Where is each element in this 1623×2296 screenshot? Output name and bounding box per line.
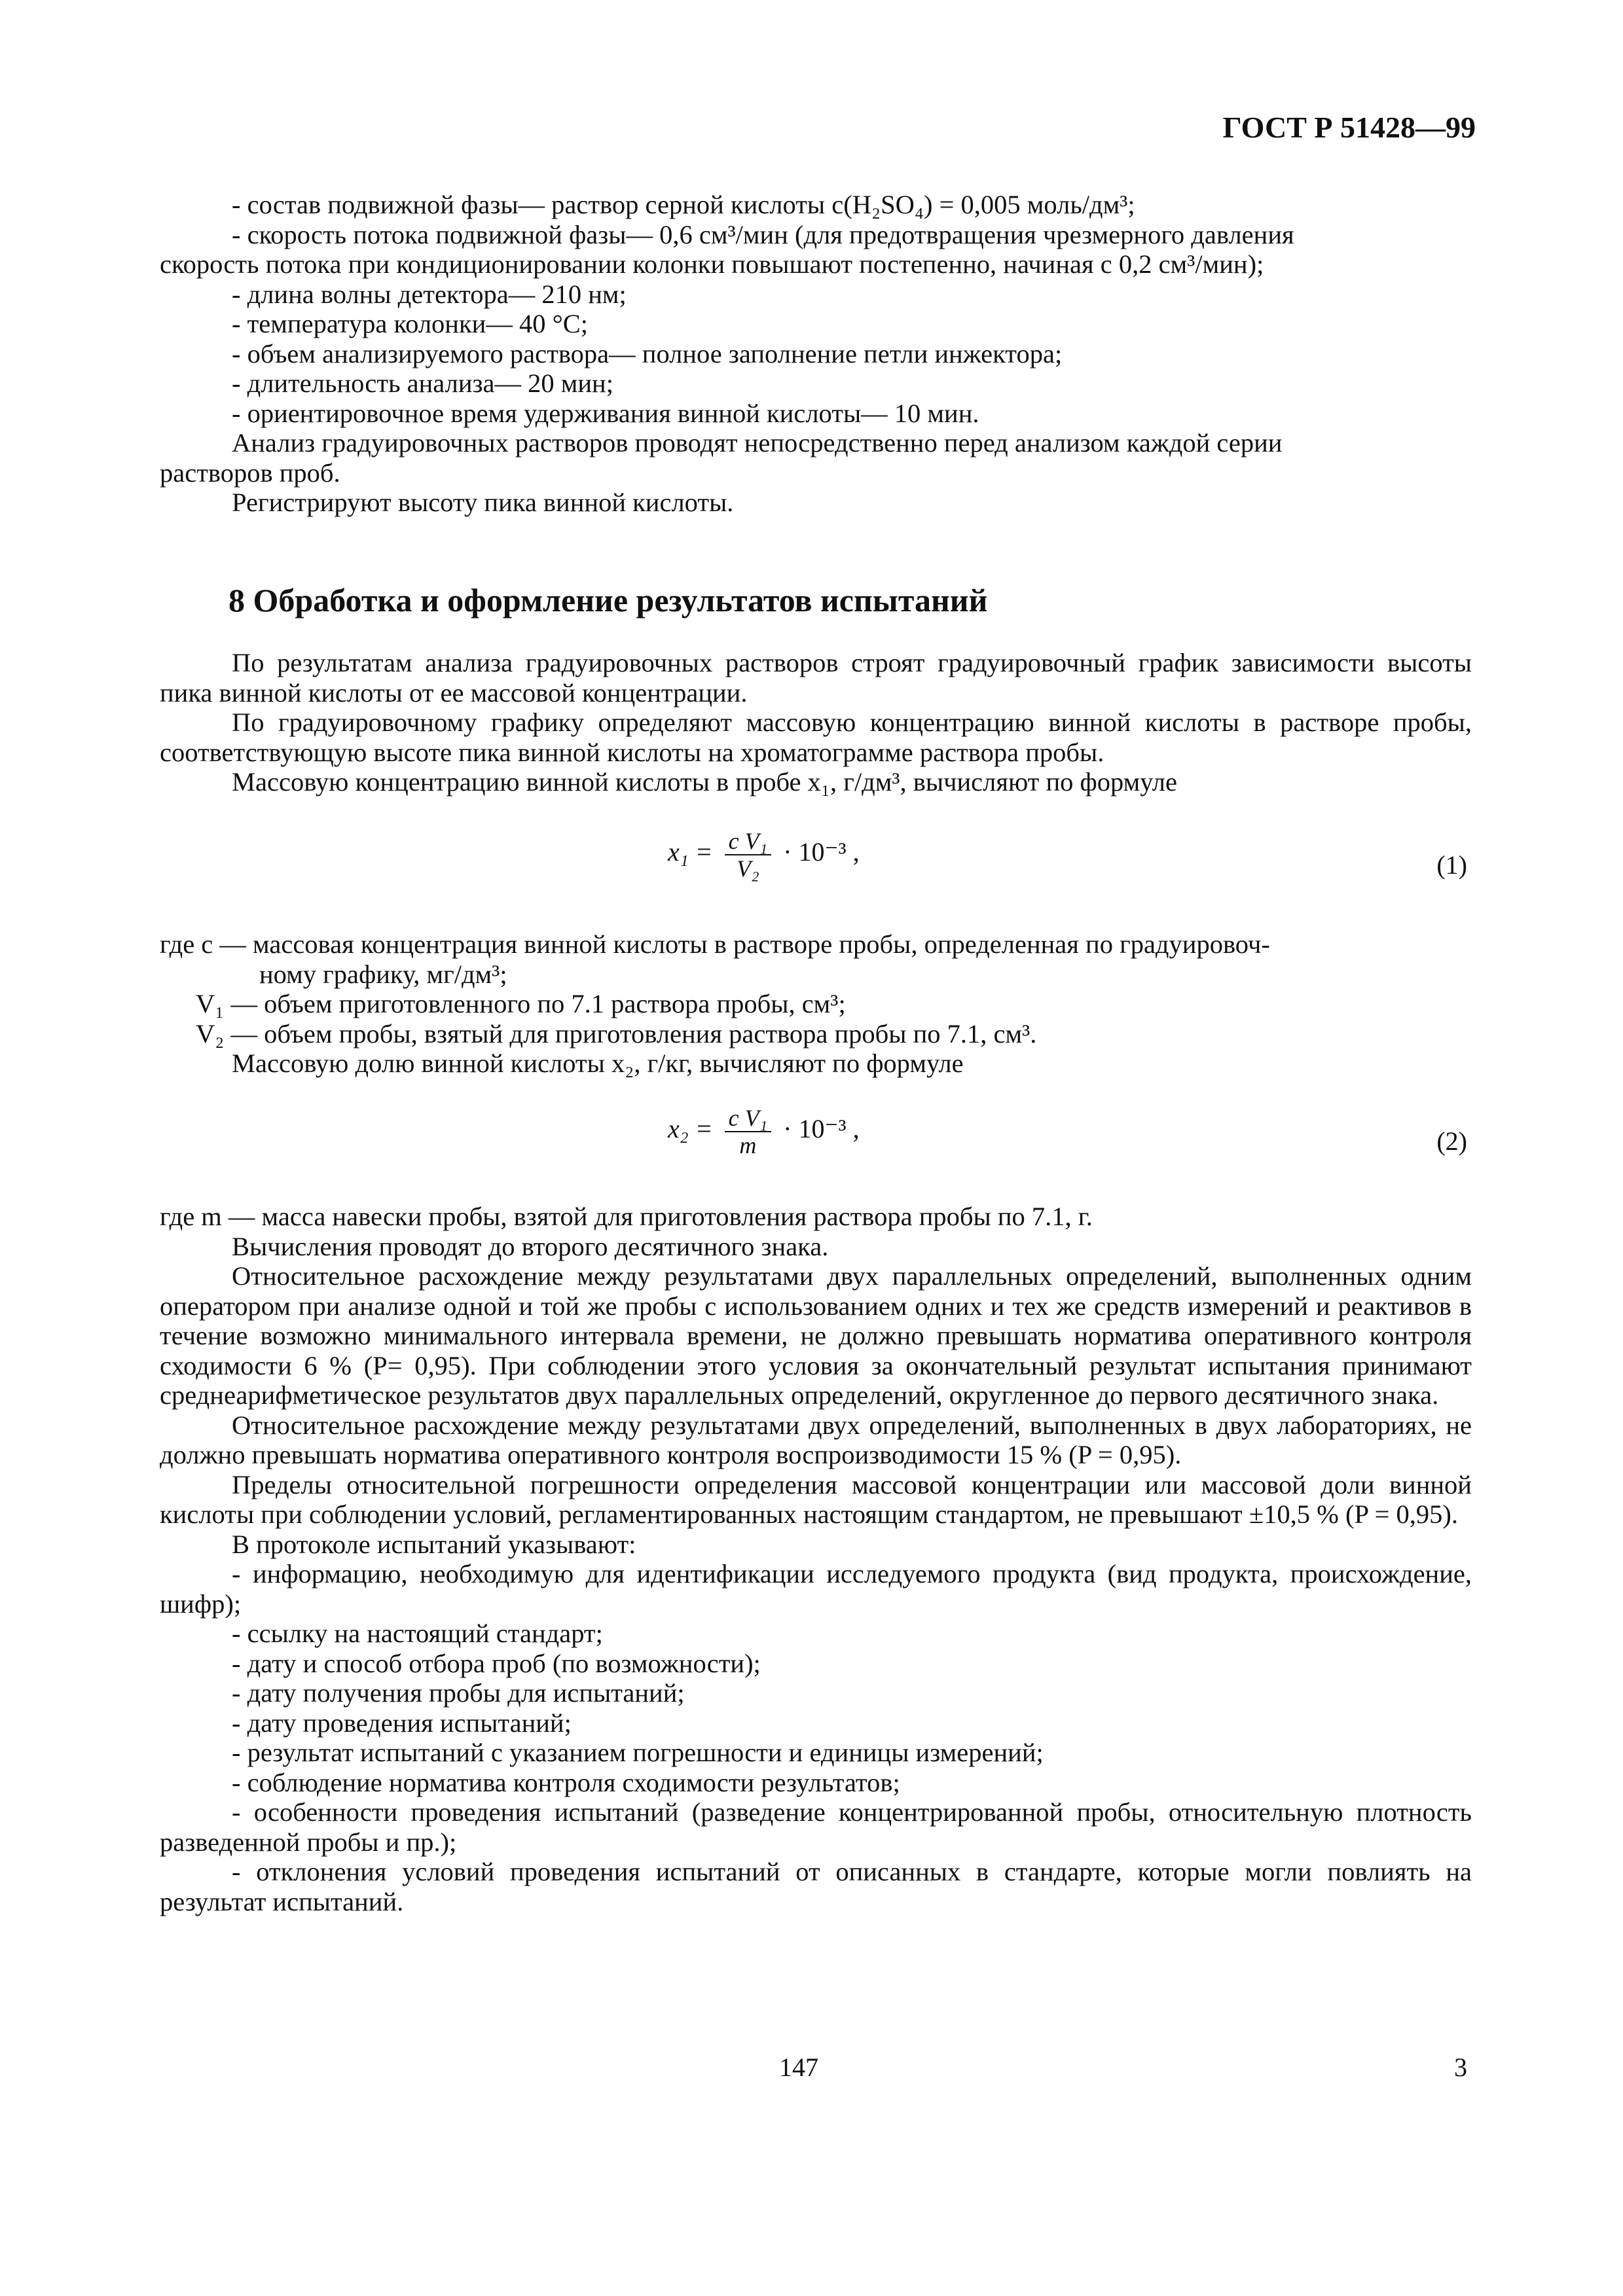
paragraph: В протоколе испытаний указывают: bbox=[232, 1529, 636, 1559]
list-item: - ссылку на настоящий стандарт; bbox=[232, 1619, 603, 1648]
page-number-center: 147 bbox=[779, 2053, 818, 2082]
list-item: - дату получения пробы для испытаний; bbox=[232, 1678, 685, 1708]
paragraph: Вычисления проводят до второго десятичного знака. bbox=[232, 1231, 829, 1261]
param-line: - длительность анализа— 20 мин; bbox=[232, 368, 613, 398]
paragraph: Регистрируют высоту пика винной кислоты. bbox=[232, 488, 734, 517]
equation-number: (1) bbox=[1436, 850, 1467, 880]
where-block-1 bbox=[160, 929, 1472, 1079]
list-item: - особенности проведения испытаний (разведение концентрированной пробы, относительную плотность разведенной пробы и пр.); bbox=[160, 1797, 1472, 1857]
param-line: - скорость потока подвижной фазы— 0,6 см³/мин (для предотвращения чрезмерного давления bbox=[232, 219, 1294, 249]
section-intro bbox=[160, 648, 1472, 797]
equation-number: (2) bbox=[1436, 1126, 1467, 1156]
paragraph: Анализ градуировочных растворов проводят непосредственно перед анализом каждой серии bbox=[232, 428, 1283, 457]
paragraph: Массовую долю винной кислоты x₂, г/кг, вычисляют по формуле bbox=[232, 1049, 964, 1078]
formula-tail: · 10⁻³ , bbox=[783, 837, 860, 867]
section-body bbox=[160, 1202, 1472, 1916]
formula-tail: · 10⁻³ , bbox=[783, 1114, 860, 1144]
section-heading: 8 Обработка и оформление результатов испытаний bbox=[228, 582, 988, 619]
numerator: c V₁ bbox=[725, 828, 771, 855]
formula-2 bbox=[668, 1105, 860, 1158]
list-item: - дату проведения испытаний; bbox=[232, 1708, 572, 1738]
denominator: V₂ bbox=[737, 855, 759, 882]
variable-definition: где m — масса навески пробы, взятой для приготовления раствора пробы по 7.1, г. bbox=[160, 1202, 1093, 1231]
list-item: - информацию, необходимую для идентификации исследуемого продукта (вид продукта, происхождение, шифр); bbox=[160, 1559, 1472, 1619]
page-number-right: 3 bbox=[1454, 2053, 1467, 2082]
list-item: - соблюдение норматива контроля сходимости результатов; bbox=[232, 1767, 900, 1797]
variable-definition: где c — массовая концентрация винной кислоты в растворе пробы, определенная по градуировоч- bbox=[160, 929, 1270, 959]
paragraph: По градуировочному графику определяют массовую концентрацию винной кислоты в растворе пробы, соответствующую высоте пика винной кислоты на хроматограмме раствора пробы. bbox=[160, 708, 1472, 767]
denominator: m bbox=[739, 1132, 757, 1158]
paragraph: Пределы относительной погрешности определения массовой концентрации или массовой доли винной кислоты при соблюдении условий, регламентированных настоящим стандартом, не превышают ±10,5 % (P = 0,95). bbox=[160, 1469, 1472, 1529]
formula-lhs: x₁ = bbox=[668, 837, 713, 867]
param-line: скорость потока при кондиционировании колонки повышают постепенно, начиная с 0,2 см³/мин); bbox=[160, 249, 1264, 279]
document-header: ГОСТ Р 51428—99 bbox=[1222, 111, 1476, 144]
paragraph: Относительное расхождение между результатами двух определений, выполненных в двух лабораториях, не должно превышать норматива оперативного контроля воспроизводимости 15 % (P = 0,95). bbox=[160, 1410, 1472, 1469]
formula-1 bbox=[668, 828, 860, 882]
numerator: c V₁ bbox=[725, 1105, 771, 1132]
formula-lhs: x₂ = bbox=[668, 1114, 713, 1144]
list-item: - дату и способ отбора проб (по возможности); bbox=[232, 1648, 761, 1678]
paragraph: Массовую концентрацию винной кислоты в пробе x₁, г/дм³, вычисляют по формуле bbox=[232, 767, 1177, 797]
list-item: - результат испытаний с указанием погрешности и единицы измерений; bbox=[232, 1738, 1044, 1767]
param-line: - температура колонки— 40 °C; bbox=[232, 309, 589, 338]
paragraph: растворов проб. bbox=[160, 457, 340, 488]
variable-definition: V₁ — объем приготовленного по 7.1 раствора пробы, см³; bbox=[196, 989, 846, 1018]
fraction bbox=[725, 828, 771, 882]
fraction bbox=[725, 1105, 771, 1158]
variable-definition: ному графику, мг/дм³; bbox=[259, 959, 507, 989]
list-item: - отклонения условий проведения испытаний от описанных в стандарте, которые могли повлиять на результат испытаний. bbox=[160, 1857, 1472, 1916]
param-line: - состав подвижной фазы— раствор серной кислоты c(H₂SO₄) = 0,005 моль/дм³; bbox=[232, 190, 1135, 219]
param-line: - объем анализируемого раствора— полное заполнение петли инжектора; bbox=[232, 338, 1063, 368]
variable-definition: V₂ — объем пробы, взятый для приготовления раствора пробы по 7.1, см³. bbox=[196, 1018, 1037, 1049]
parameters-block bbox=[160, 190, 1472, 518]
paragraph: По результатам анализа градуировочных растворов строят градуировочный график зависимости высоты пика винной кислоты от ее массовой концентрации. bbox=[160, 648, 1472, 708]
param-line: - ориентировочное время удерживания винной кислоты— 10 мин. bbox=[232, 398, 979, 428]
paragraph: Относительное расхождение между результатами двух параллельных определений, выполненных одним оператором при анализе одной и той же пробы с использованием одних и тех же средств измерений и реактивов в течение возможно минимального интервала времени, не должно превышать норматива оперативного контроля сходимости 6 % (P= 0,95). При соблюдении этого условия за окончательный результат испытания принимают среднеарифметическое результатов двух параллельных определений, округленное до первого десятичного знака. bbox=[160, 1261, 1472, 1410]
param-line: - длина волны детектора— 210 нм; bbox=[232, 279, 627, 309]
